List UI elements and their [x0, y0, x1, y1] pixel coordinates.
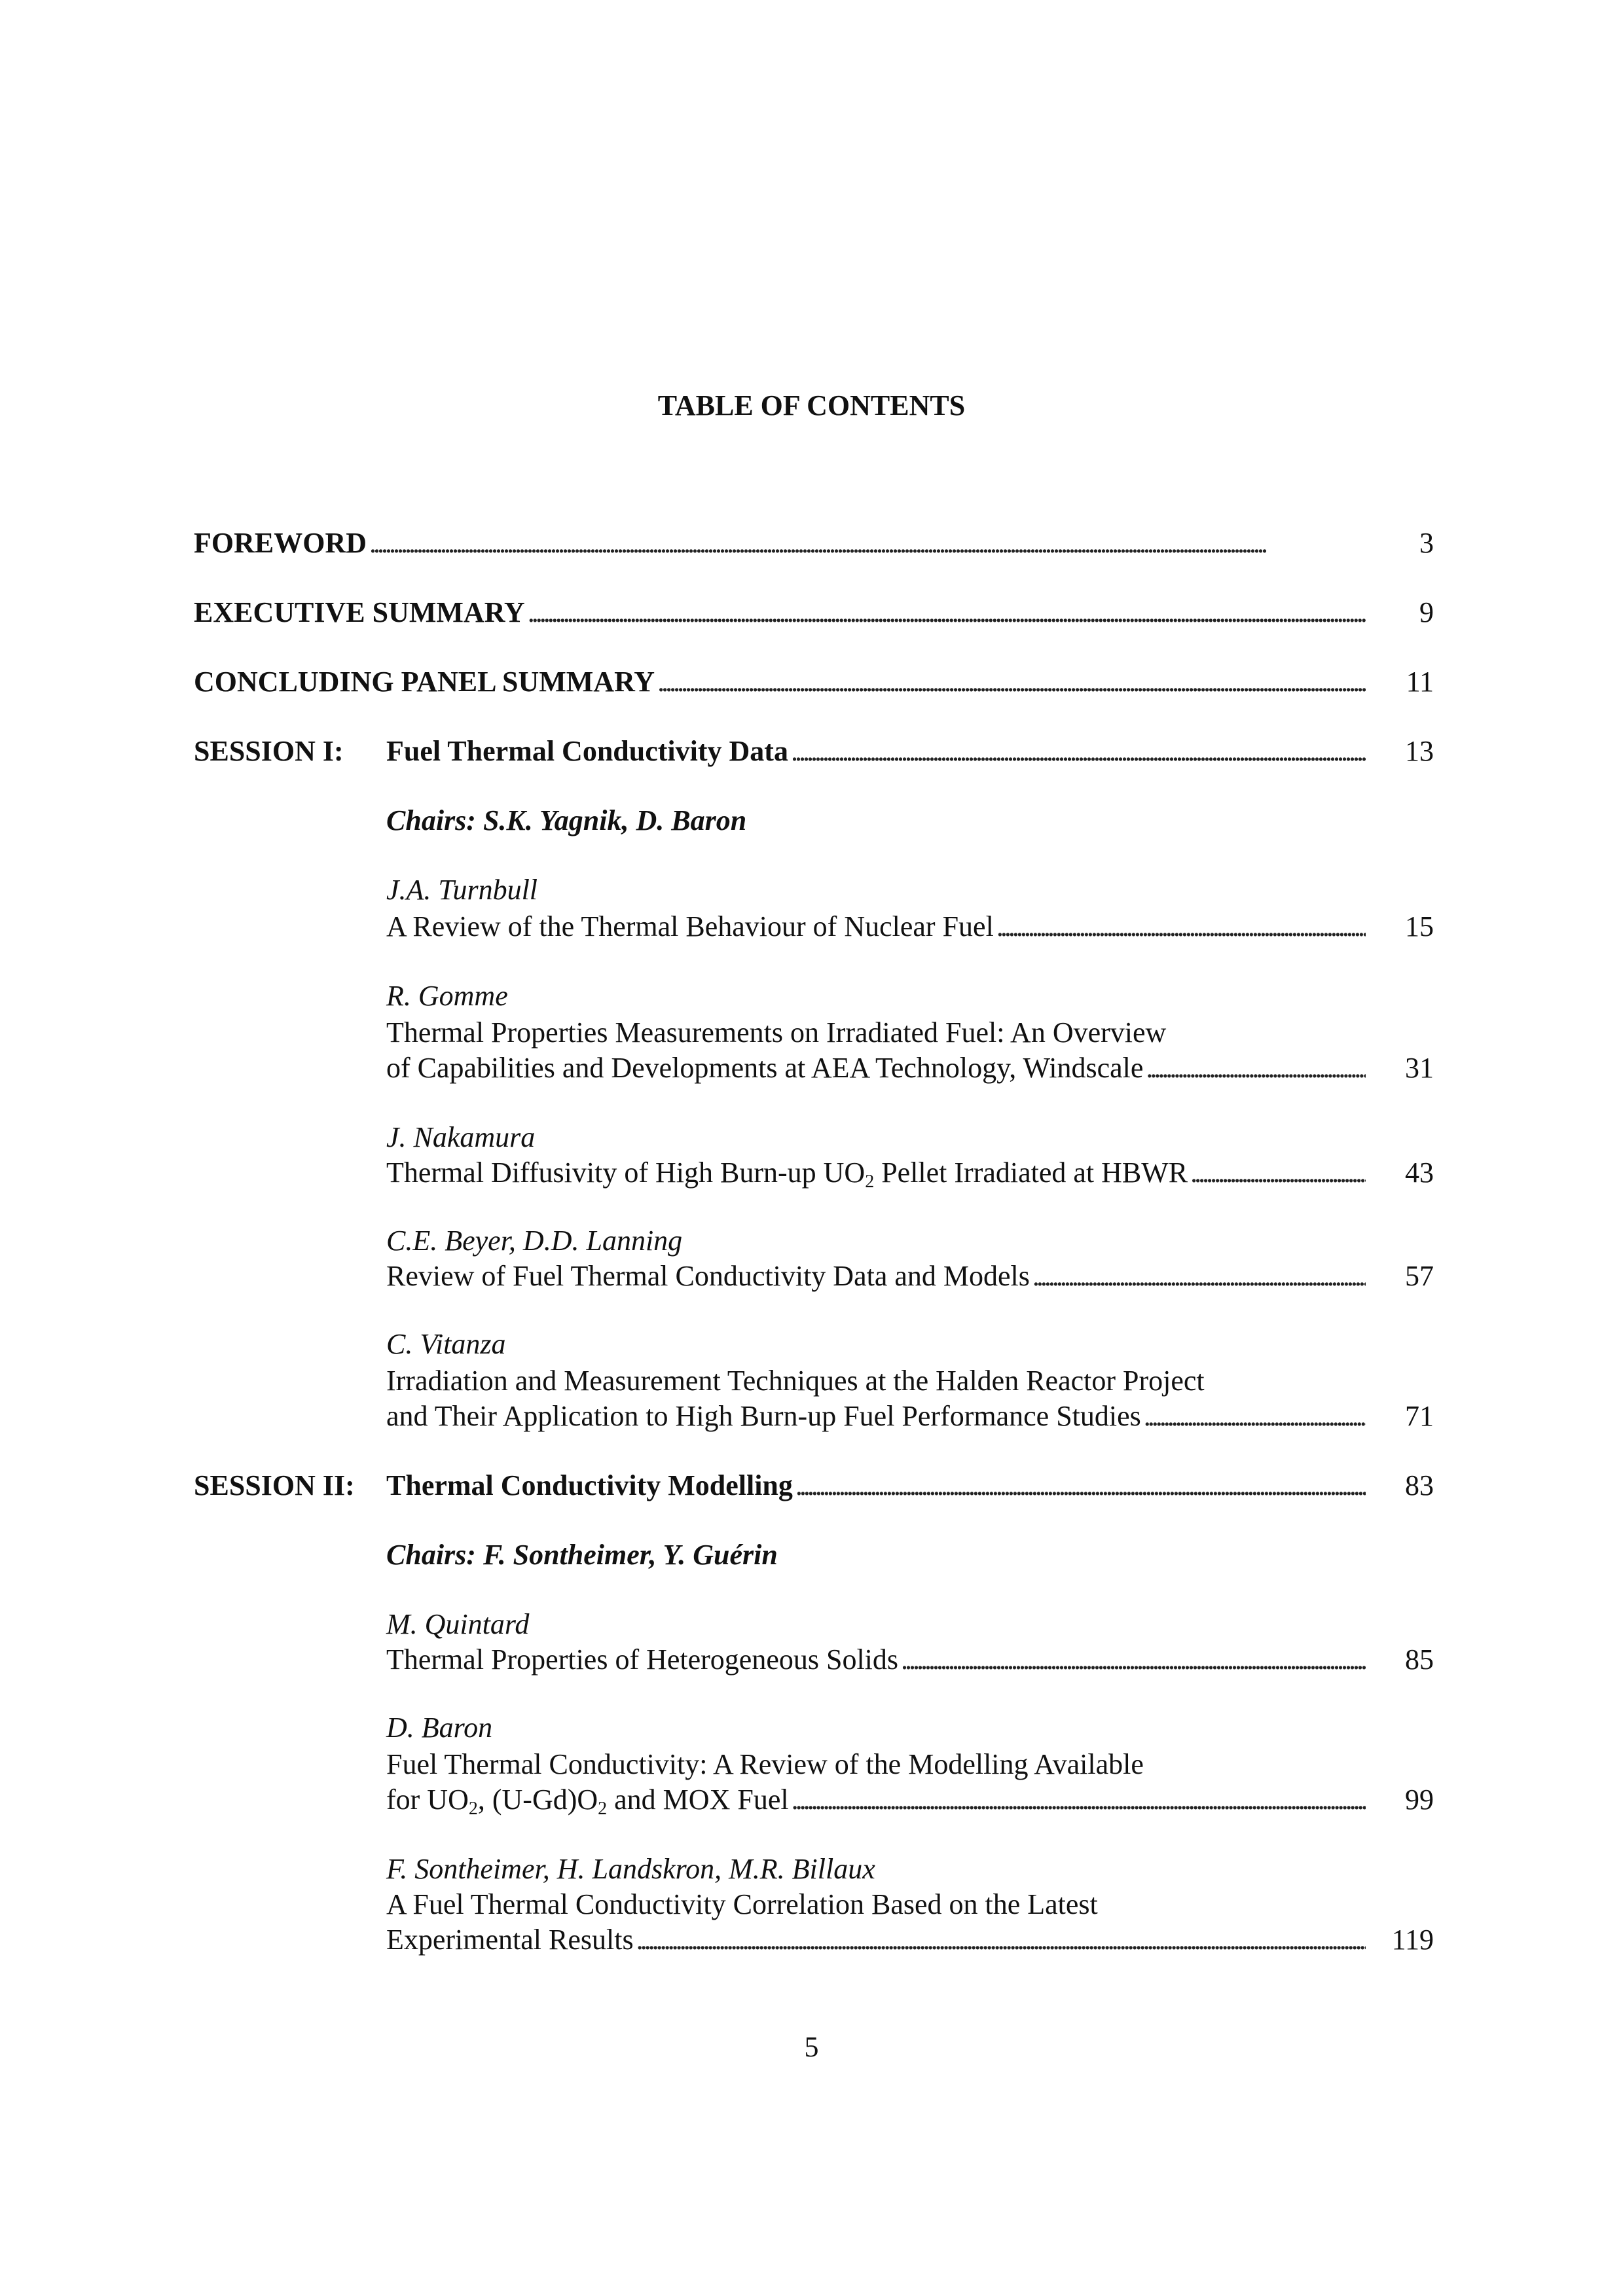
paper-title: Irradiation and Measurement Techniques at the Halden Reactor Project [386, 1365, 1205, 1397]
dot-leader [636, 1922, 1366, 1958]
paper-title [386, 1155, 1188, 1191]
dot-leader [1032, 1258, 1366, 1295]
paper-title-part: Thermal Diffusivity of High Burn-up UO [386, 1157, 866, 1189]
toc-entry-paper[interactable] [386, 1782, 1366, 1818]
dot-leader [528, 594, 1366, 631]
toc-entry-foreword[interactable] [194, 525, 1366, 562]
paper-title-part: , (U-Gd)O [477, 1784, 598, 1816]
toc-entry-page: 85 [1405, 1643, 1434, 1676]
paper-title: Thermal Properties of Heterogeneous Solids [386, 1643, 899, 1676]
paper-title-part: Pellet Irradiated at HBWR [874, 1157, 1188, 1189]
paper-title-part: and MOX Fuel [607, 1784, 789, 1816]
paper-title: A Review of the Thermal Behaviour of Nuclear Fuel [386, 910, 994, 942]
dot-leader [901, 1641, 1366, 1678]
toc-entry-paper[interactable] [386, 1050, 1366, 1086]
dot-leader [1146, 1050, 1366, 1086]
toc-entry-page: 71 [1405, 1400, 1434, 1432]
session-1-title: Fuel Thermal Conductivity Data [386, 735, 788, 767]
paper-authors: J.A. Turnbull [386, 874, 538, 906]
subscript: 2 [865, 1172, 875, 1192]
toc-entry-session-1[interactable] [386, 733, 1366, 770]
dot-leader [369, 525, 1366, 562]
paper-title: A Fuel Thermal Conductivity Correlation Based on the Latest [386, 1888, 1098, 1920]
toc-entry-page: 119 [1391, 1924, 1434, 1956]
toc-entry-page: 11 [1406, 666, 1434, 698]
paper-authors: F. Sontheimer, H. Landskron, M.R. Billaux [386, 1853, 875, 1885]
dot-leader [791, 733, 1366, 770]
toc-entry-label: CONCLUDING PANEL SUMMARY [194, 666, 655, 698]
toc-entry-concluding-panel-summary[interactable] [194, 664, 1366, 700]
toc-entry-paper[interactable] [386, 1922, 1366, 1958]
toc-entry-label: FOREWORD [194, 527, 367, 559]
dot-leader [1190, 1155, 1366, 1191]
page-number: 5 [804, 2031, 819, 2063]
toc-entry-page: 83 [1405, 1469, 1434, 1501]
toc-entry-page: 31 [1405, 1052, 1434, 1084]
toc-entry-page: 99 [1405, 1784, 1434, 1816]
toc-entry-page: 15 [1405, 910, 1434, 942]
toc-entry-paper[interactable] [386, 1398, 1366, 1435]
toc-entry-label: EXECUTIVE SUMMARY [194, 596, 525, 628]
dot-leader [657, 664, 1366, 700]
subscript: 2 [598, 1799, 608, 1819]
paper-title: Fuel Thermal Conductivity: A Review of the Modelling Available [386, 1748, 1144, 1780]
paper-title-continued: and Their Application to High Burn-up Fuel Performance Studies [386, 1400, 1141, 1432]
toc-entry-page: 57 [1405, 1260, 1434, 1292]
paper-title-part: for UO [386, 1784, 469, 1816]
toc-entry-page: 43 [1405, 1157, 1434, 1189]
toc-entry-paper[interactable] [386, 1641, 1366, 1678]
paper-title-continued: of Capabilities and Developments at AEA Technology, Windscale [386, 1052, 1144, 1084]
paper-authors: C.E. Beyer, D.D. Lanning [386, 1225, 683, 1257]
toc-entry-executive-summary[interactable] [194, 594, 1366, 631]
session-1-label: SESSION I: [194, 735, 344, 767]
session-2-label: SESSION II: [194, 1469, 355, 1501]
toc-entry-page: 9 [1419, 596, 1434, 628]
paper-title-continued: Experimental Results [386, 1924, 634, 1956]
paper-authors: C. Vitanza [386, 1328, 506, 1360]
paper-title: Review of Fuel Thermal Conductivity Data and Models [386, 1260, 1030, 1292]
page-title: TABLE OF CONTENTS [657, 389, 966, 422]
subscript: 2 [468, 1799, 478, 1819]
paper-authors: M. Quintard [386, 1608, 530, 1640]
paper-authors: D. Baron [386, 1712, 493, 1744]
dot-leader [795, 1467, 1366, 1504]
toc-entry-page: 3 [1419, 527, 1434, 559]
toc-entry-paper[interactable] [386, 1258, 1366, 1295]
toc-entry-paper[interactable] [386, 1155, 1366, 1191]
paper-title-continued [386, 1782, 789, 1818]
paper-title: Thermal Properties Measurements on Irradiated Fuel: An Overview [386, 1016, 1167, 1049]
toc-entry-session-2[interactable] [386, 1467, 1366, 1504]
toc-entry-paper[interactable] [386, 908, 1366, 945]
paper-authors: R. Gomme [386, 980, 508, 1012]
dot-leader [1144, 1398, 1366, 1435]
session-2-chairs: Chairs: F. Sontheimer, Y. Guérin [386, 1539, 778, 1571]
dot-leader [996, 908, 1366, 945]
session-1-chairs: Chairs: S.K. Yagnik, D. Baron [386, 804, 747, 836]
dot-leader [792, 1782, 1366, 1818]
paper-authors: J. Nakamura [386, 1121, 536, 1153]
toc-entry-page: 13 [1405, 735, 1434, 767]
session-2-title: Thermal Conductivity Modelling [386, 1469, 793, 1501]
